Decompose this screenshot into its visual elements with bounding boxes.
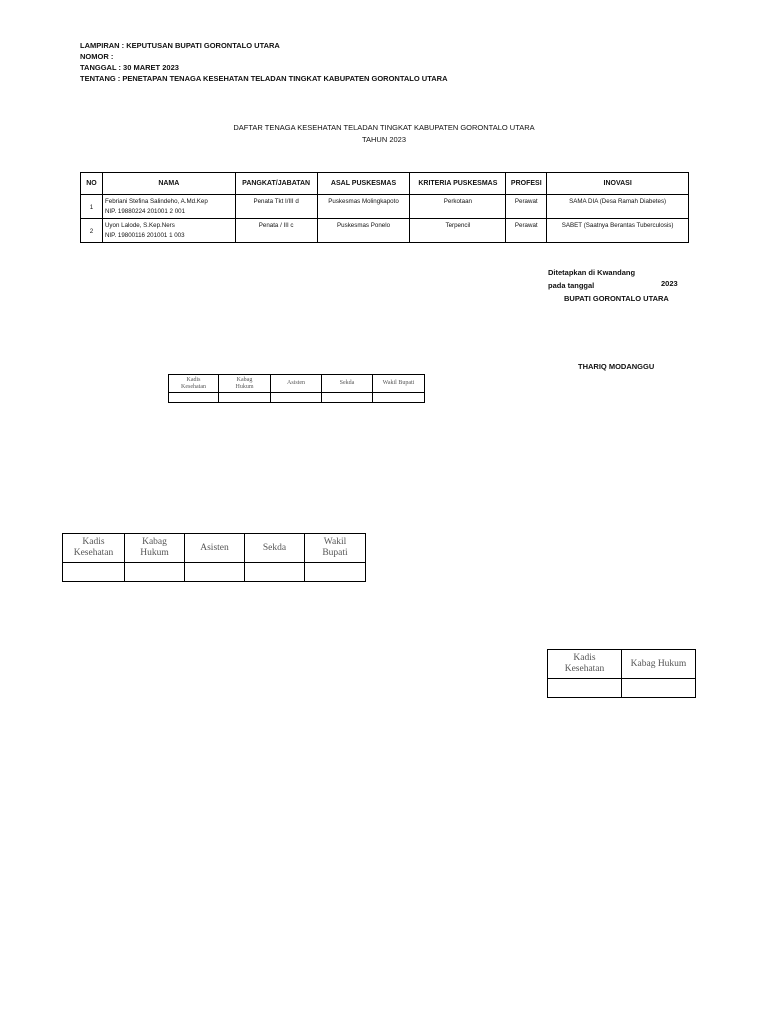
paraf-sign-row [548,679,696,698]
paraf-cell [373,393,425,403]
paraf-table-small [168,374,425,403]
col-header-kriteria: KRITERIA PUSKESMAS [410,173,506,195]
cell-no: 2 [81,219,103,243]
paraf-header-row [548,650,696,679]
paraf-asisten: Asisten [185,534,245,563]
paraf-asisten: Asisten [271,375,322,393]
paraf-kadis: Kadis Kesehatan [548,650,622,679]
paraf-cell [169,393,219,403]
paraf-cell [125,563,185,582]
paraf-cell [219,393,271,403]
paraf-table-right [547,649,696,698]
paraf-sekda: Sekda [245,534,305,563]
paraf-sign-row [169,393,425,403]
signature-name: THARIQ MODANGGU [578,362,655,371]
paraf-cell [271,393,322,403]
col-header-pangkat: PANGKAT/JABATAN [235,173,317,195]
paraf-wakil: Wakil Bupati [305,534,366,563]
cell-nama [102,219,235,243]
paraf-cell [185,563,245,582]
paraf-cell [622,679,696,698]
paraf-kadis: Kadis Kesehatan [63,534,125,563]
paraf-kabag: Kabag Hukum [125,534,185,563]
paraf-sekda: Sekda [322,375,373,393]
col-header-no: NO [81,173,103,195]
document-title [0,122,768,146]
table-row [81,219,689,243]
title-line-1: DAFTAR TENAGA KESEHATAN TELADAN TINGKAT KABUPATEN GORONTALO UTARA [233,123,535,132]
paraf-table-large [62,533,366,582]
cell-nama [102,195,235,219]
nama-text: Febriani Stefina Salindeho, A.Md.Kep [104,198,208,205]
paraf-cell [322,393,373,403]
table-row [81,195,689,219]
cell-puskesmas: Puskesmas Molingkapoto [317,195,410,219]
signature-title: BUPATI GORONTALO UTARA [564,294,669,303]
tentang-line: TENTANG : PENETAPAN TENAGA KESEHATAN TELADAN TINGKAT KABUPATEN GORONTALO UTARA [80,74,448,83]
title-line-2: TAHUN 2023 [361,135,407,144]
cell-kriteria: Terpencil [410,219,506,243]
cell-profesi: Perawat [506,195,547,219]
paraf-sign-row [63,563,366,582]
nomor-line: NOMOR : [80,52,114,61]
col-header-puskesmas: ASAL PUSKESMAS [317,173,410,195]
col-header-nama: NAMA [102,173,235,195]
signature-date-label: pada tanggal [548,281,595,290]
table-header-row [81,173,689,195]
paraf-cell [305,563,366,582]
signature-place: Ditetapkan di Kwandang [548,268,636,277]
cell-no: 1 [81,195,103,219]
cell-profesi: Perawat [506,219,547,243]
paraf-cell [548,679,622,698]
cell-puskesmas: Puskesmas Ponelo [317,219,410,243]
signature-place-block [548,266,635,292]
nip-text: NIP. 19800116 201001 1 003 [104,231,185,239]
cell-inovasi: SAMA DIA (Desa Ramah Diabetes) [547,195,689,219]
lampiran-line: LAMPIRAN : KEPUTUSAN BUPATI GORONTALO UTARA [80,41,280,50]
paraf-kabag: Kabag Hukum [219,375,271,393]
tanggal-line: TANGGAL : 30 MARET 2023 [80,63,179,72]
paraf-cell [245,563,305,582]
nip-text: NIP. 19880224 201001 2 001 [104,207,186,215]
cell-pangkat: Penata / III c [235,219,317,243]
paraf-kadis: Kadis Kesehatan [169,375,219,393]
cell-pangkat: Penata Tkt I/III d [235,195,317,219]
nama-text: Uyon Lalode, S.Kep.Ners [104,222,175,229]
cell-kriteria: Perkotaan [410,195,506,219]
signature-year: 2023 [661,279,678,288]
nakes-table [80,172,689,243]
cell-inovasi: SABET (Saatnya Berantas Tuberculosis) [547,219,689,243]
paraf-wakil: Wakil Bupati [373,375,425,393]
paraf-header-row [169,375,425,393]
paraf-header-row [63,534,366,563]
document-header [80,40,447,84]
paraf-kabag: Kabag Hukum [622,650,696,679]
paraf-cell [63,563,125,582]
col-header-profesi: PROFESI [506,173,547,195]
col-header-inovasi: INOVASI [547,173,689,195]
